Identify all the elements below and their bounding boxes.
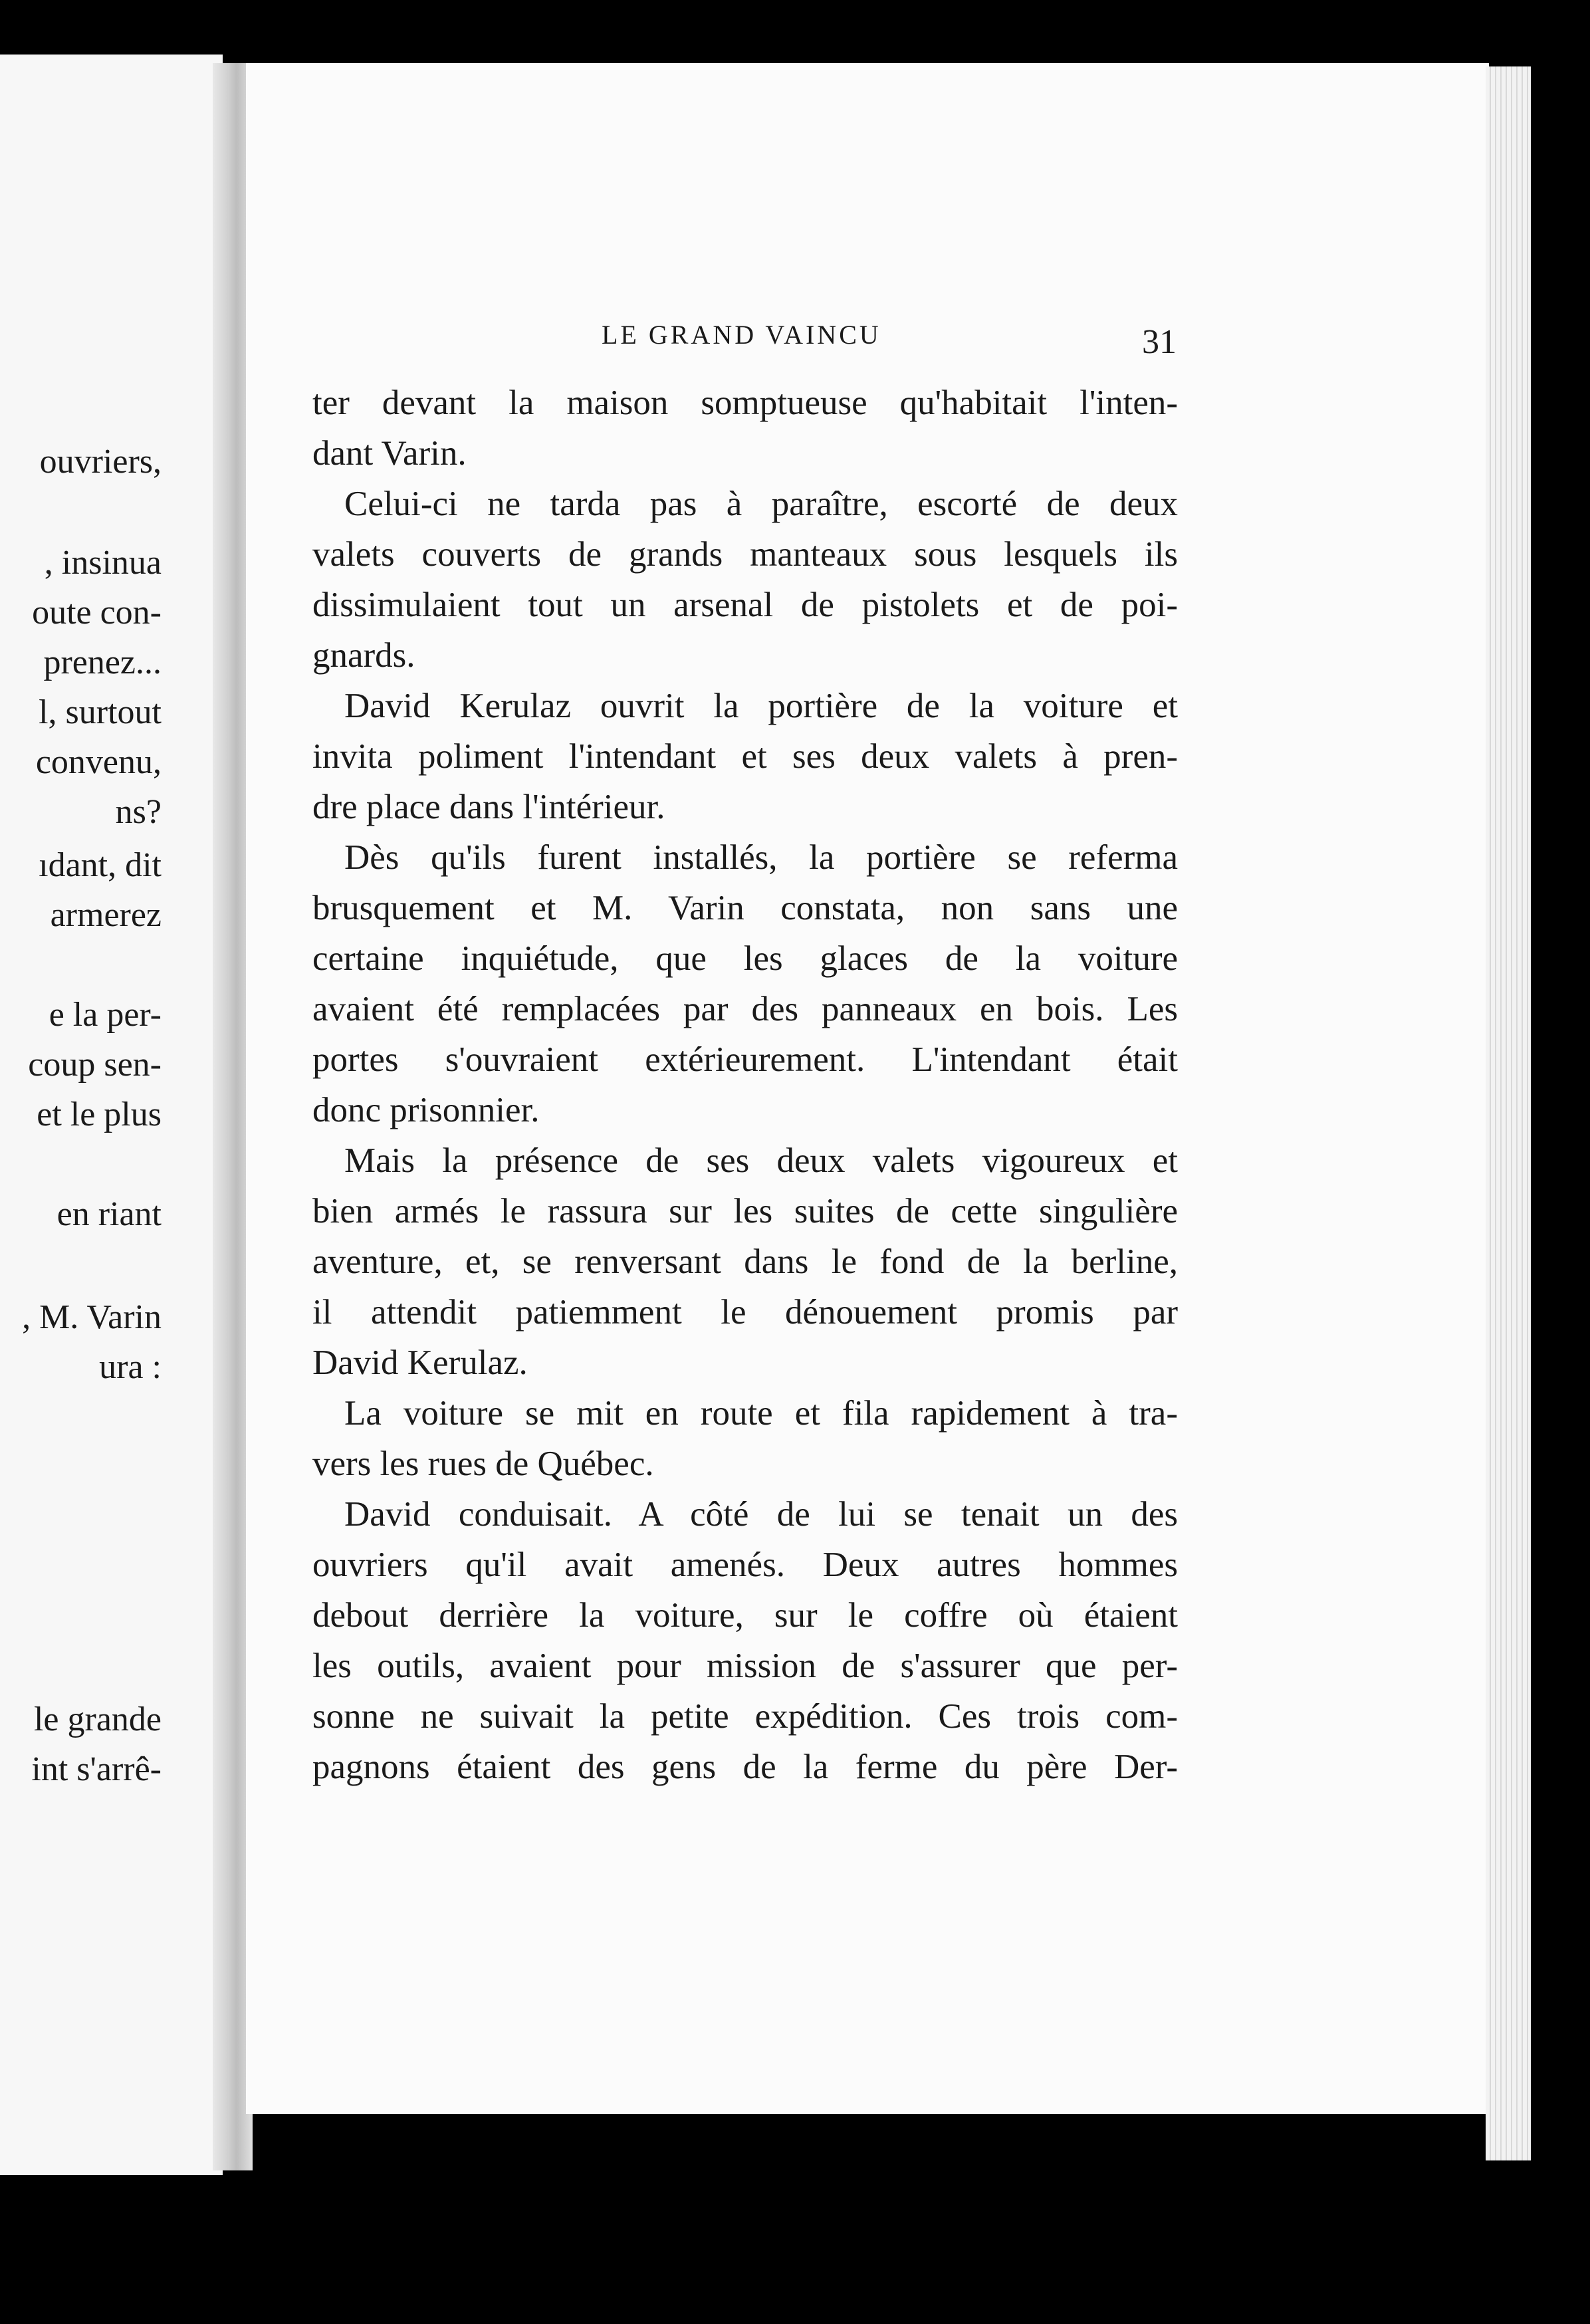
text-line: valets couverts de grands manteaux sous lesquels ils <box>312 535 1178 574</box>
text-line: brusquement et M. Varin constata, non sans une <box>312 889 1178 927</box>
text-line: avaient été remplacées par des panneaux en bois. Les <box>312 990 1178 1028</box>
left-fragment: coup sen- <box>28 1046 162 1084</box>
left-fragment: armerez <box>50 896 162 934</box>
text-line: Mais la présence de ses deux valets vigoureux et <box>344 1141 1178 1180</box>
left-page-text <box>0 55 223 2175</box>
text-line: Dès qu'ils furent installés, la portière se referma <box>344 838 1178 877</box>
text-line: debout derrière la voiture, sur le coffre où étaient <box>312 1596 1178 1635</box>
text-line: David Kerulaz. <box>312 1343 528 1382</box>
page-number: 31 <box>1142 323 1177 361</box>
left-fragment: ouvriers, <box>39 443 162 481</box>
left-fragment: ura : <box>99 1348 162 1386</box>
left-fragment: int s'arrê- <box>31 1750 162 1788</box>
text-line: ter devant la maison somptueuse qu'habitait l'inten- <box>312 384 1178 422</box>
text-line: dissimulaient tout un arsenal de pistolets et de poi- <box>312 586 1178 624</box>
text-line: portes s'ouvraient extérieurement. L'intendant était <box>312 1040 1178 1079</box>
text-line: David Kerulaz ouvrit la portière de la voiture et <box>344 687 1178 725</box>
left-fragment: , insinua <box>44 544 162 582</box>
text-line: bien armés le rassura sur les suites de cette singulière <box>312 1192 1178 1230</box>
text-line: La voiture se mit en route et fila rapidement à tra- <box>344 1394 1178 1433</box>
text-line: donc prisonnier. <box>312 1091 540 1129</box>
text-line: vers les rues de Québec. <box>312 1445 654 1483</box>
left-fragment: oute con- <box>32 594 162 632</box>
text-line: Celui-ci ne tarda pas à paraître, escorté de deux <box>344 485 1178 523</box>
text-line: invita poliment l'intendant et ses deux valets à pren- <box>312 737 1178 776</box>
text-line: sonne ne suivait la petite expédition. Ces trois com- <box>312 1697 1178 1736</box>
left-fragment: prenez... <box>43 643 162 681</box>
text-line: pagnons étaient des gens de la ferme du père Der- <box>312 1748 1178 1786</box>
text-line: dre place dans l'intérieur. <box>312 788 665 826</box>
left-fragment: l, surtout <box>39 693 162 731</box>
text-line: certaine inquiétude, que les glaces de la voiture <box>312 939 1178 978</box>
page-edges <box>1486 66 1531 2160</box>
left-fragment: ıdant, dit <box>39 846 162 884</box>
text-line: aventure, et, se renversant dans le fond de la berline, <box>312 1242 1178 1281</box>
text-line: David conduisait. A côté de lui se tenait un des <box>344 1495 1178 1534</box>
left-fragment: ns? <box>115 793 162 831</box>
left-fragment: convenu, <box>35 743 162 781</box>
text-line: dant Varin. <box>312 434 467 473</box>
text-line: les outils, avaient pour mission de s'assurer que per- <box>312 1647 1178 1685</box>
left-fragment: et le plus <box>37 1096 162 1133</box>
text-line: il attendit patiemment le dénouement promis par <box>312 1293 1178 1332</box>
left-fragment: le grande <box>33 1700 162 1738</box>
text-line: gnards. <box>312 636 415 675</box>
left-fragment: , M. Varin <box>22 1298 162 1336</box>
running-head: LE GRAND VAINCU <box>602 320 881 350</box>
body-text <box>312 378 1178 1792</box>
left-fragment: en riant <box>57 1195 162 1233</box>
left-page <box>0 55 223 2175</box>
text-line: ouvriers qu'il avait amenés. Deux autres hommes <box>312 1546 1178 1584</box>
left-fragment: e la per- <box>49 996 162 1034</box>
